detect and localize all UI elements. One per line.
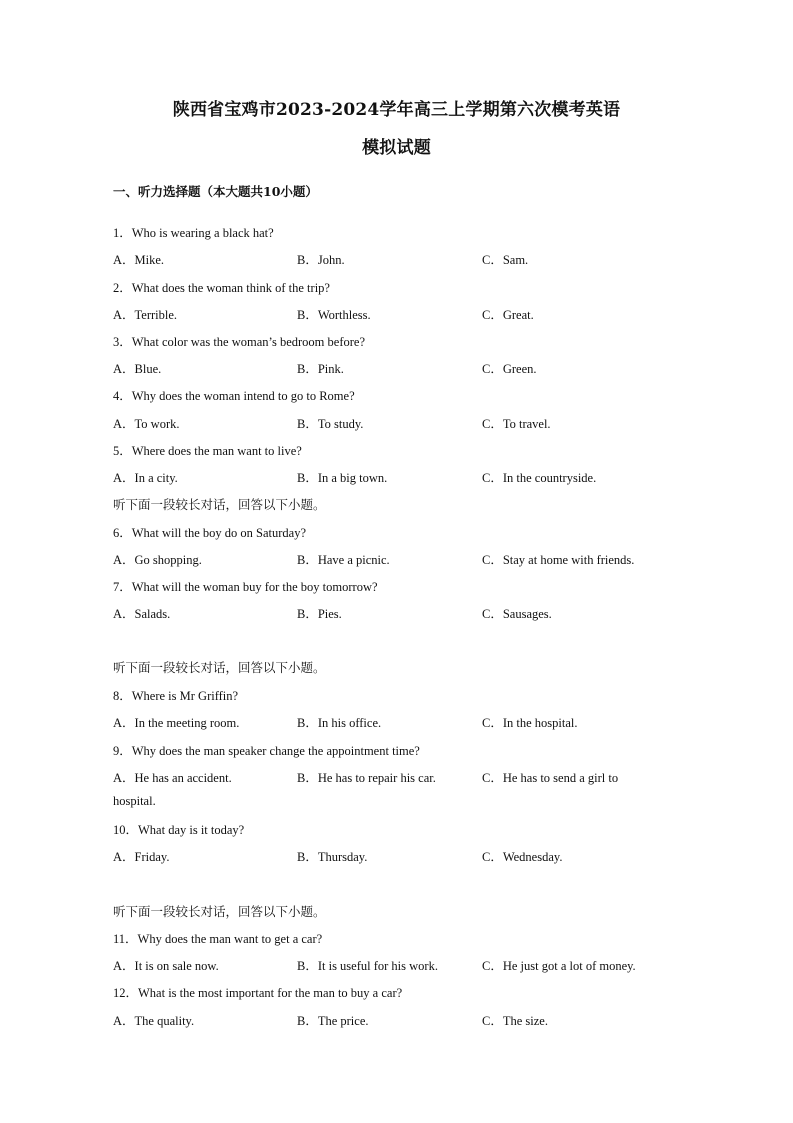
q1-option-b: B．John. xyxy=(297,253,345,267)
question-9: 9．Why does the man speaker change the appointment time? xyxy=(113,744,420,758)
q7-option-c: C．Sausages. xyxy=(482,607,552,621)
q3-option-b: B．Pink. xyxy=(297,362,344,376)
q7-option-b: B．Pies. xyxy=(297,607,342,621)
instruction-note: 听下面一段较长对话，回答以下小题。 xyxy=(113,660,326,675)
question-5: 5．Where does the man want to live? xyxy=(113,444,302,458)
question-1: 1．Who is wearing a black hat? xyxy=(113,226,274,240)
q5-option-b: B．In a big town. xyxy=(297,471,388,485)
q2-option-a: A．Terrible. xyxy=(113,308,178,322)
q2-option-c: C．Great. xyxy=(482,308,534,322)
q9-option-c-continued: hospital. xyxy=(113,794,156,808)
question-4: 4．Why does the woman intend to go to Rome? xyxy=(113,389,355,403)
question-10: 10．What day is it today? xyxy=(113,823,245,837)
q9-option-c: C．He has to send a girl to xyxy=(482,771,619,785)
q3-option-c: C．Green. xyxy=(482,362,537,376)
q8-option-b: B．In his office. xyxy=(297,716,382,730)
q1-option-a: A．Mike. xyxy=(113,253,165,267)
q4-option-c: C．To travel. xyxy=(482,417,551,431)
q12-option-a: A．The quality. xyxy=(113,1014,195,1028)
q10-option-b: B．Thursday. xyxy=(297,850,368,864)
q10-option-a: A．Friday. xyxy=(113,850,170,864)
q12-option-c: C．The size. xyxy=(482,1014,548,1028)
q5-option-c: C．In the countryside. xyxy=(482,471,597,485)
question-2: 2．What does the woman think of the trip? xyxy=(113,281,330,295)
q3-option-a: A．Blue. xyxy=(113,362,162,376)
question-12: 12．What is the most important for the man to buy a car? xyxy=(113,986,403,1000)
q4-option-a: A．To work. xyxy=(113,417,180,431)
exam-title: 陕西省宝鸡市2023-2024学年高三上学期第六次模考英语 xyxy=(172,100,621,120)
q11-option-c: C．He just got a lot of money. xyxy=(482,959,636,973)
q11-option-b: B．It is useful for his work. xyxy=(297,959,438,973)
q8-option-a: A．In the meeting room. xyxy=(113,716,240,730)
q6-option-c: C．Stay at home with friends. xyxy=(482,553,635,567)
q7-option-a: A．Salads. xyxy=(113,607,171,621)
q6-option-a: A．Go shopping. xyxy=(113,553,202,567)
q2-option-b: B．Worthless. xyxy=(297,308,371,322)
q9-option-a: A．He has an accident. xyxy=(113,771,232,785)
q8-option-c: C．In the hospital. xyxy=(482,716,578,730)
q5-option-a: A．In a city. xyxy=(113,471,178,485)
q10-option-c: C．Wednesday. xyxy=(482,850,563,864)
question-8: 8．Where is Mr Griffin? xyxy=(113,689,239,703)
section-heading: 一、听力选择题（本大题共10小题） xyxy=(113,184,318,199)
q9-option-b: B．He has to repair his car. xyxy=(297,771,436,785)
instruction-note: 听下面一段较长对话，回答以下小题。 xyxy=(113,497,326,512)
exam-subtitle: 模拟试题 xyxy=(362,138,431,158)
q11-option-a: A．It is on sale now. xyxy=(113,959,219,973)
q1-option-c: C．Sam. xyxy=(482,253,529,267)
q12-option-b: B．The price. xyxy=(297,1014,369,1028)
question-6: 6．What will the boy do on Saturday? xyxy=(113,526,307,540)
question-7: 7．What will the woman buy for the boy tomorrow? xyxy=(113,580,378,594)
question-11: 11．Why does the man want to get a car? xyxy=(113,932,323,946)
question-3: 3．What color was the woman’s bedroom before? xyxy=(113,335,366,349)
instruction-note: 听下面一段较长对话，回答以下小题。 xyxy=(113,904,326,919)
q4-option-b: B．To study. xyxy=(297,417,364,431)
q6-option-b: B．Have a picnic. xyxy=(297,553,390,567)
